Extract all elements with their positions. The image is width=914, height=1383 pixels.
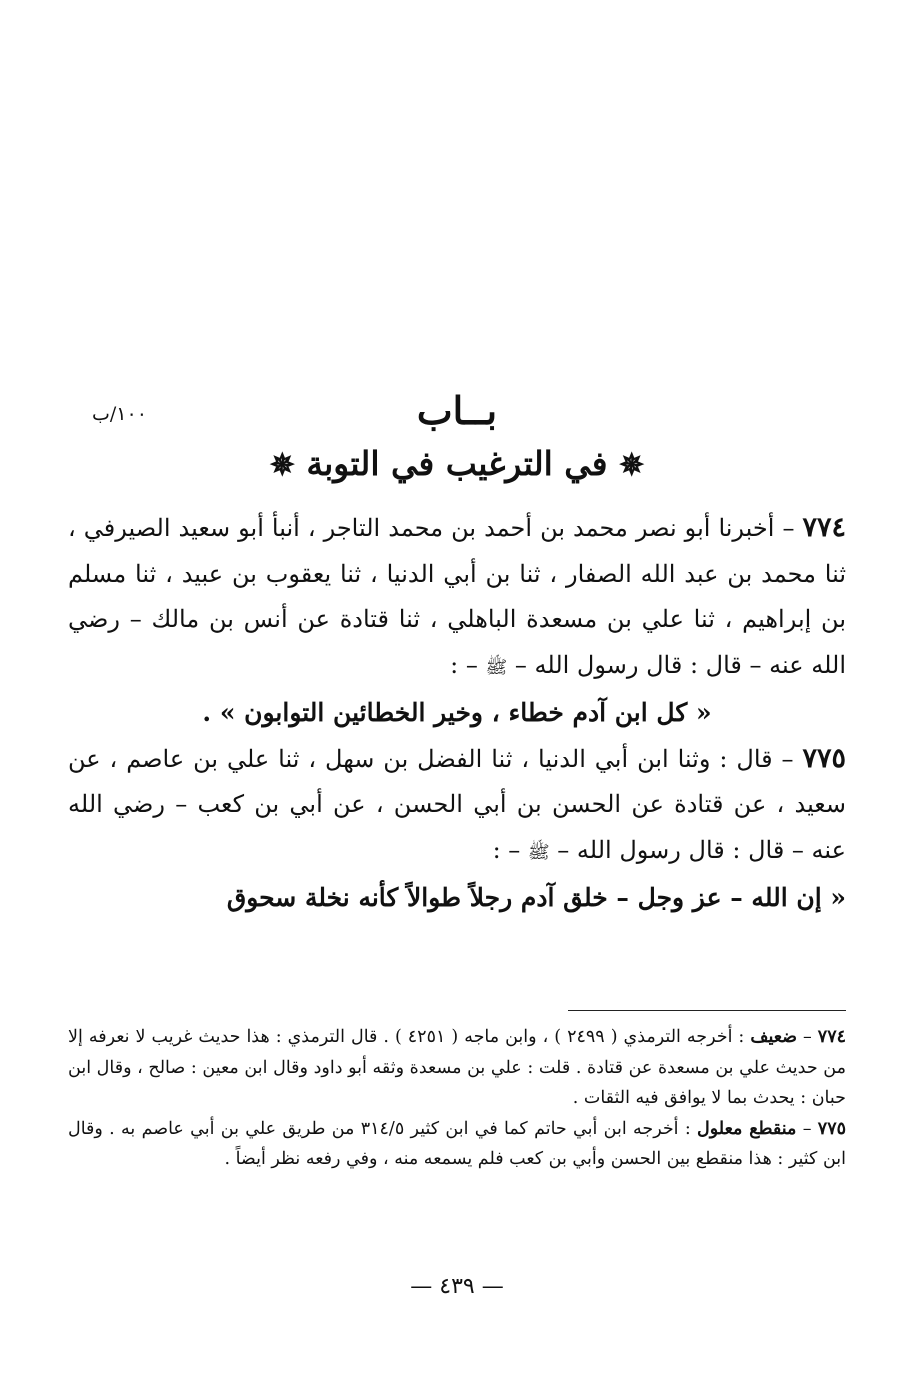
hadith-text: – قال : وثنا ابن أبي الدنيا ، ثنا الفضل بن سهل ، ثنا علي بن عاصم ، عن سعيد ، عن قتادة عن الحسن بن أبي الحسن ، عن أبي بن كعب – رضي الله عنه – قال : قال رسول الله – (68, 744, 846, 864)
star-ornament-icon: ✵ (269, 448, 295, 483)
page-number: — ٤٣٩ — (410, 1274, 504, 1299)
section-heading-bab: بــاب (416, 388, 498, 433)
footnote-grade: ضعيف (750, 1027, 798, 1047)
hadith-775 (68, 736, 846, 876)
footnote-text: : أخرجه ابن أبي حاتم كما في ابن كثير ٣١٤/٥ من طريق علي بن أبي عاصم به . وقال ابن كثير : هذا منقطع بين الحسن وأبي بن كعب فلم يسمعه منه ، وفي رفعه نظر أيضاً . (68, 1118, 846, 1169)
manuscript-folio-reference: ١٠٠/ب (92, 403, 147, 425)
chapter-title-text: في الترغيب في التوبة (306, 444, 608, 483)
main-text (68, 505, 846, 921)
footnote-number: ٧٧٥ (817, 1118, 846, 1139)
star-ornament-icon: ✵ (619, 448, 645, 483)
hadith-774 (68, 505, 846, 690)
salutation-glyph: ﷺ (485, 656, 508, 678)
footnote-grade: منقطع معلول (697, 1118, 797, 1139)
chapter-title (0, 444, 914, 483)
footnote-number: ٧٧٤ (817, 1027, 846, 1047)
footnote-774: ٧٧٤ – ضعيف : أخرجه الترمذي ( ٢٤٩٩ ) ، وابن ماجه ( ٤٢٥١ ) . قال الترمذي : هذا حديث غريب لا نعرفه إلا من حديث علي بن مسعدة عن قتادة . قلت : علي بن مسعدة وثقه أبو داود وقال ابن معين : صالح ، وقال ابن حبان : يحدث بما لا يوافق فيه الثقات . (68, 1027, 846, 1108)
hadith-text-end: – : (450, 650, 486, 679)
hadith-quote: « إن الله – عز وجل – خلق آدم رجلاً طوالاً كأنه نخلة سحوق (226, 883, 846, 912)
hadith-number: ٧٧٤ (802, 512, 846, 543)
footnotes (68, 1022, 846, 1175)
hadith-quote: « كل ابن آدم خطاء ، وخير الخطائين التوابون » . (202, 698, 712, 727)
hadith-number: ٧٧٥ (802, 742, 846, 774)
footnote-divider (568, 1010, 846, 1011)
hadith-text: – أخبرنا أبو نصر محمد بن أحمد بن محمد التاجر ، أنبأ أبو سعيد الصيرفي ، ثنا محمد بن عبد الله الصفار ، ثنا بن أبي الدنيا ، ثنا يعقوب بن عبيد ، ثنا مسلم بن إبراهيم ، ثنا علي بن مسعدة الباهلي ، ثنا قتادة عن أنس بن مالك – رضي الله عنه – قال : قال رسول الله – (68, 514, 847, 679)
footnote-text: : أخرجه الترمذي ( ٢٤٩٩ ) ، وابن ماجه ( ٤٢٥١ ) . قال الترمذي : هذا حديث غريب لا نعرفه إلا من حديث علي بن مسعدة عن قتادة . قلت : علي بن مسعدة وثقه أبو داود وقال ابن معين : صالح ، وقال ابن حبان : يحدث بما لا يوافق فيه الثقات . (68, 1027, 846, 1108)
hadith-text-end: – : (492, 835, 528, 864)
footnote-775: ٧٧٥ – منقطع معلول : أخرجه ابن أبي حاتم كما في ابن كثير ٣١٤/٥ من طريق علي بن أبي عاصم به . وقال ابن كثير : هذا منقطع بين الحسن وأبي بن كعب فلم يسمعه منه ، وفي رفعه نظر أيضاً . (68, 1118, 846, 1169)
salutation-glyph: ﷺ (527, 841, 550, 863)
